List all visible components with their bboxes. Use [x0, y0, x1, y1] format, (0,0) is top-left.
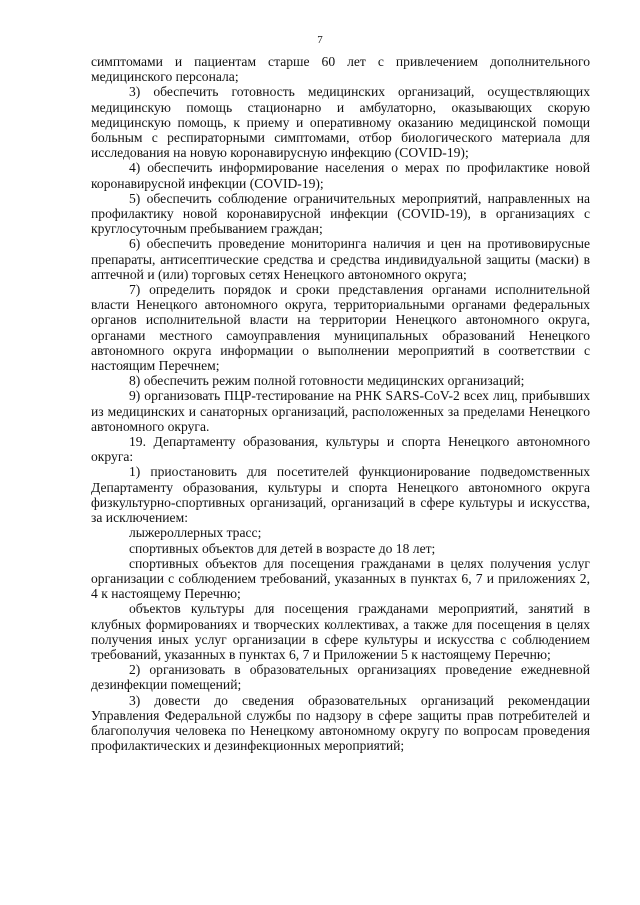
paragraph: 6) обеспечить проведение мониторинга наличия и цен на противовирусные препараты, антисептические средства и средства индивидуальной защиты (маски) в аптечной и (или) торговых сетях Ненецкого автономного округа;	[91, 236, 590, 282]
paragraph: 5) обеспечить соблюдение ограничительных мероприятий, направленных на профилактику новой коронавирусной инфекции (COVID-19), в организациях с круглосуточным пребыванием граждан;	[91, 190, 590, 237]
paragraph: 9) организовать ПЦР-тестирование на РНК SARS-CoV-2 всех лиц, прибывших из медицинских и санаторных организаций, расположенных за пределами Ненецкого автономного округа.	[91, 388, 590, 434]
document-body	[91, 54, 590, 753]
page-number: 7	[317, 34, 323, 46]
paragraph: объектов культуры для посещения гражданами мероприятий, занятий в клубных формированиях и творческих коллективах, а также для посещения в целях получения иных услуг организации в сфере культуры и искусства с соблюдением требований, указанных в пунктах 6, 7 и Приложении 5 к настоящему Перечню;	[91, 601, 590, 662]
paragraph: 19. Департаменту образования, культуры и спорта Ненецкого автономного округа:	[91, 434, 590, 465]
paragraph: 8) обеспечить режим полной готовности медицинских организаций;	[129, 373, 525, 389]
paragraph: спортивных объектов для детей в возрасте до 18 лет;	[129, 540, 436, 556]
paragraph: спортивных объектов для посещения гражданами в целях получения услуг организации с соблюдением требований, указанных в пунктах 6, 7 и приложениях 2, 4 к настоящему Перечню;	[91, 555, 590, 602]
paragraph: 4) обеспечить информирование населения о мерах по профилактике новой коронавирусной инфекции (COVID-19);	[91, 160, 590, 191]
paragraph: 7) определить порядок и сроки представления органами исполнительной власти Ненецкого автономного округа, территориальными органами федеральных органов исполнительной власти на территории Ненецкого автономного округа, органами местного самоуправления муниципальных образований Ненецкого автономного округа информации о выполнении мероприятий в соответствии с настоящим Перечнем;	[91, 282, 590, 374]
paragraph: симптомами и пациентам старше 60 лет с привлечением дополнительного медицинского персонала;	[91, 54, 590, 85]
paragraph: 2) организовать в образовательных организациях проведение ежедневной дезинфекции помещений;	[91, 662, 590, 693]
paragraph: 1) приостановить для посетителей функционирование подведомственных Департаменту образования, культуры и спорта Ненецкого автономного округа физкультурно-спортивных организаций, организаций в сфере культуры и искусства, за исключением:	[91, 464, 590, 526]
paragraph: 3) обеспечить готовность медицинских организаций, осуществляющих медицинскую помощь стационарно и амбулаторно, оказывающих скорую медицинскую помощь, к приему и оперативному оказанию медицинской помощи больным с респираторными симптомами, отбор биологического материала для исследования на новую коронавирусную инфекцию (COVID-19);	[91, 84, 590, 161]
paragraph: 3) довести до сведения образовательных организаций рекомендации Управления Федеральной службы по надзору в сфере защиты прав потребителей и благополучия человека по Ненецкому автономному округу по вопросам проведения профилактических и дезинфекционных мероприятий;	[91, 692, 590, 754]
paragraph: лыжероллерных трасс;	[129, 525, 262, 541]
